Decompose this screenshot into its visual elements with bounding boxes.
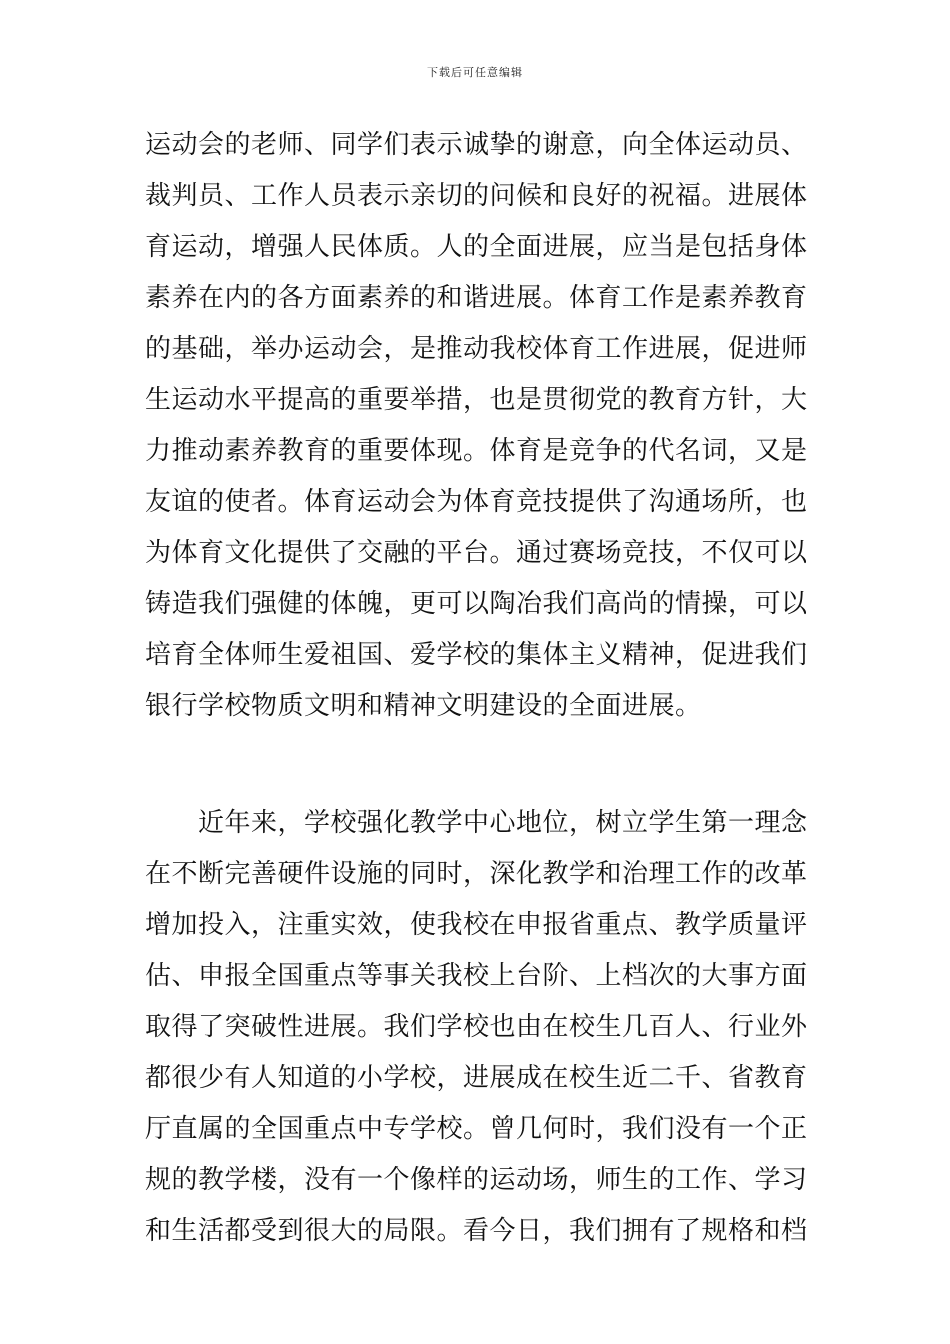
text-line: 友谊的使者。体育运动会为体育竞技提供了沟通场所，也 bbox=[145, 487, 808, 517]
text-line: 规的教学楼，没有一个像样的运动场，师生的工作、学习 bbox=[145, 1165, 808, 1195]
text-line: 为体育文化提供了交融的平台。通过赛场竞技，不仅可以 bbox=[145, 538, 808, 568]
paragraph-spacer bbox=[145, 732, 810, 798]
text-line: 运动会的老师、同学们表示诚挚的谢意，向全体运动员、 bbox=[145, 130, 808, 160]
text-line: 素养在内的各方面素养的和谐进展。体育工作是素养教育 bbox=[145, 283, 808, 313]
text-line: 银行学校物质文明和精神文明建设的全面进展。 bbox=[145, 691, 702, 721]
text-line: 裁判员、工作人员表示亲切的问候和良好的祝福。进展体 bbox=[145, 181, 808, 211]
text-line: 估、申报全国重点等事关我校上台阶、上档次的大事方面 bbox=[145, 961, 808, 991]
text-line: 近年来，学校强化教学中心地位，树立学生第一理念 bbox=[145, 808, 808, 838]
text-line: 厅直属的全国重点中专学校。曾几何时，我们没有一个正 bbox=[145, 1114, 808, 1144]
text-line: 培育全体师生爱祖国、爱学校的集体主义精神，促进我们 bbox=[145, 640, 808, 670]
page-header: 下载后可任意编辑 bbox=[427, 66, 523, 79]
text-line: 和生活都受到很大的局限。看今日，我们拥有了规格和档 bbox=[145, 1216, 808, 1246]
paragraph-2 bbox=[145, 798, 810, 1257]
text-line: 取得了突破性进展。我们学校也由在校生几百人、行业外 bbox=[145, 1012, 808, 1042]
text-line: 都很少有人知道的小学校，进展成在校生近二千、省教育 bbox=[145, 1063, 808, 1093]
text-line: 增加投入，注重实效，使我校在申报省重点、教学质量评 bbox=[145, 910, 808, 940]
document-body bbox=[145, 120, 810, 1257]
paragraph-1 bbox=[145, 120, 810, 732]
text-line: 育运动，增强人民体质。人的全面进展，应当是包括身体 bbox=[145, 232, 808, 262]
text-line: 力推动素养教育的重要体现。体育是竞争的代名词，又是 bbox=[145, 436, 808, 466]
text-line: 的基础，举办运动会，是推动我校体育工作进展，促进师 bbox=[145, 334, 808, 364]
text-line: 生运动水平提高的重要举措，也是贯彻党的教育方针，大 bbox=[145, 385, 808, 415]
text-line: 在不断完善硬件设施的同时，深化教学和治理工作的改革 bbox=[145, 859, 808, 889]
text-line: 铸造我们强健的体魄，更可以陶冶我们高尚的情操，可以 bbox=[145, 589, 808, 619]
